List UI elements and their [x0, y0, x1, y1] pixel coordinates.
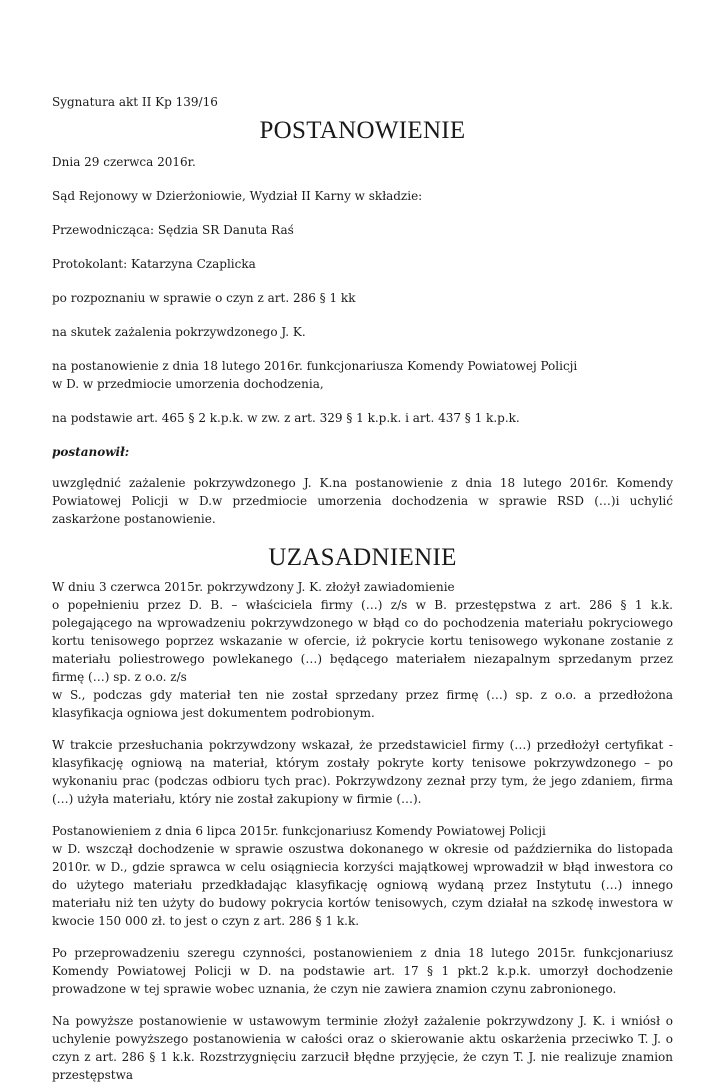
reasons-paragraph-4: Po przeprowadzeniu szeregu czynności, postanowieniem z dnia 18 lutego 2015r. funkcjonariusz Komendy Powiatowej Policji w D. na podstawie art. 17 § 1 pkt.2 k.p.k. umorzył dochodzenie prowadzone w tej sprawie wobec uznania, że czyn nie zawiera znamion czynu zabronionego.	[52, 946, 673, 996]
case-description: po rozpoznaniu w sprawie o czyn z art. 286 § 1 kk	[52, 291, 356, 305]
presiding-judge: Przewodnicząca: Sędzia SR Danuta Raś	[52, 223, 294, 237]
complaint-source: na skutek zażalenia pokrzywdzonego J. K.	[52, 325, 306, 339]
reasons-paragraph-1	[52, 578, 673, 722]
reasons-paragraph-1-line-3: w S., podczas gdy materiał ten nie został sprzedany przez firmę (…) sp. z o.o. a przedłożona klasyfikacja ogniowa jest dokumentem podrobionym.	[52, 688, 673, 720]
challenged-decision-line-2: w D. w przedmiocie umorzenia dochodzenia,	[52, 377, 324, 391]
challenged-decision	[52, 357, 673, 393]
legal-basis: na podstawie art. 465 § 2 k.p.k. w zw. z art. 329 § 1 k.p.k. i art. 437 § 1 k.p.k.	[52, 411, 520, 425]
reasons-paragraph-3-line-1: Postanowieniem z dnia 6 lipca 2015r. funkcjonariusz Komendy Powiatowej Policji	[52, 824, 546, 838]
reasons-paragraph-3	[52, 822, 673, 930]
ruling-text: uwzględnić zażalenie pokrzywdzonego J. K.na postanowienie z dnia 18 lutego 2016r. Komendy Powiatowej Policji w D.w przedmiocie umorzenia dochodzenia w sprawie RSD (…)i uchylić zaskarżone postanowienie.	[52, 476, 673, 526]
decided-label: postanowił:	[52, 445, 130, 459]
challenged-decision-line-1: na postanowienie z dnia 18 lutego 2016r. funkcjonariusza Komendy Powiatowej Policji	[52, 359, 578, 373]
court-composition: Sąd Rejonowy w Dzierżoniowie, Wydział II Karny w składzie:	[52, 189, 423, 203]
reasons-paragraph-5: Na powyższe postanowienie w ustawowym terminie złożył zażalenie pokrzywdzony J. K. i wniósł o uchylenie powyższego postanowienia w całości oraz o skierowanie aktu oskarżenia przeciwko T. J. o czyn z art. 286 § 1 k.k. Rozstrzygnięciu zarzucił błędne przyjęcie, że czyn T. J. nie realizuje znamion przestępstwa	[52, 1014, 673, 1082]
case-signature: Sygnatura akt II Kp 139/16	[52, 95, 218, 109]
reasons-paragraph-1-line-1: W dniu 3 czerwca 2015r. pokrzywdzony J. K. złożył zawiadomienie	[52, 580, 455, 594]
reasons-paragraph-2: W trakcie przesłuchania pokrzywdzony wskazał, że przedstawiciel firmy (…) przedłożył certyfikat - klasyfikację ogniową na materiał, którym zostały pokryte korty tenisowe pokrzywdzonego – po wykonaniu prac (podczas odbioru tych prac). Pokrzywdzony zeznał przy tym, że jego zdaniem, firma (…) użyła materiału, który nie został zakupiony w firmie (…).	[52, 738, 673, 806]
court-clerk: Protokolant: Katarzyna Czaplicka	[52, 257, 256, 271]
reasons-paragraph-3-line-2: w D. wszczął dochodzenie w sprawie oszustwa dokonanego w okresie od października do listopada 2010r. w D., gdzie sprawca w celu osiągniecia korzyści majątkowej wprowadził w błąd inwestora co do użytego materiału przedkładając klasyfikację ogniową wydaną przez Instytutu (…) innego materiału niż ten użyty do budowy pokrycia kortów tenisowych, czym działał na szkodę inwestora w kwocie 150 000 zł. to jest o czyn z art. 286 § 1 k.k.	[52, 842, 673, 928]
reasons-paragraph-1-line-2: o popełnieniu przez D. B. – właściciela firmy (…) z/s w B. przestępstwa z art. 286 § 1 k.k. polegającego na wprowadzeniu pokrzywdzonego w błąd co do pochodzenia materiału pokryciowego kortu tenisowego poprzez wskazanie w ofercie, iż pokrycie kortu tenisowego wykonane zostanie z materiału poliestrowego powlekanego (…) będącego materiałem niezapalnym sprzedanym przez firmę (…) sp. z o.o. z/s	[52, 598, 673, 684]
reasons-title: UZASADNIENIE	[268, 544, 457, 571]
document-title: POSTANOWIENIE	[259, 117, 466, 144]
decision-date: Dnia 29 czerwca 2016r.	[52, 155, 196, 169]
